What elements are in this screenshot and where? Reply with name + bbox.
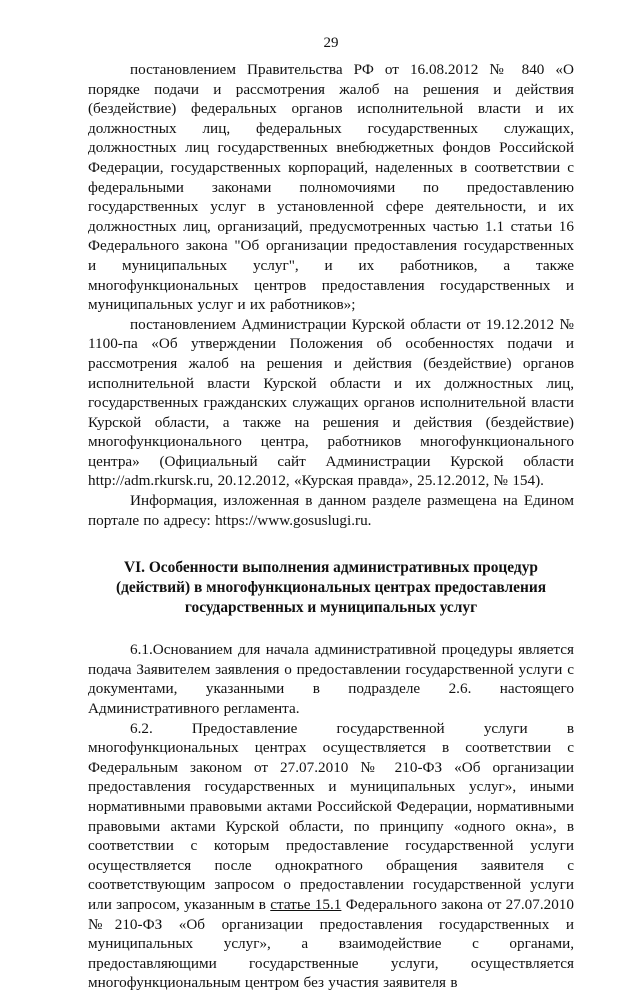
paragraph-6-2-text-end: Федерального закона от 27.07.2010 №210-ФЗ «Об организации предоставления государственных и муниципальных услуг», а взаимодействие с органами, предоставляющими государственные услуги, осуществляется многофункциональным центром без участия заявителя в xyxy=(88,895,574,992)
paragraph-portal-info: Информация, изложенная в данном разделе размещена на Едином портале по адресу: https://www.gosuslugi.ru. xyxy=(88,492,574,529)
page-number: 29 xyxy=(323,35,339,51)
paragraph-6-2-text-start: 6.2. Предоставление государственной услуги в многофункциональных центрах осуществляется в соответствии с Федеральным законом от 27.07.2010 № 210-ФЗ «Об организации предоставления государственных и муниципальных услуг», иными нормативными правовыми актами Российской Федерации, нормативными правовыми актами Курской области, по принципу «одного окна», в соответствии с которым предоставление государственной услуги осуществляется после однократного обращения заявителя с соответствующим запросом о предоставлении государственной услуги или запросом, указанным в xyxy=(88,719,574,913)
article-15-1-link[interactable]: статье 15.1 xyxy=(270,895,342,913)
paragraph-decree-840: постановлением Правительства РФ от 16.08.2012 № 840 «О порядке подачи и рассмотрения жалоб на решения и действия (бездействие) федеральных органов исполнительной власти и их должностных лиц, федеральных государственных служащих, должностных лиц государственных внебюджетных фондов Российской Федерации, государственных корпораций, наделенных в соответствии с федеральными законами полномочиями по предоставлению государственных услуг в установленной сфере деятельности, и их должностных лиц, организаций, предусмотренных частью 1.1 статьи 16 Федерального закона "Об организации предоставления государственных и муниципальных услуг", и их работников, а также многофункциональных центров предоставления государственных и муниципальных услуг и их работников»; xyxy=(88,61,574,314)
paragraph-decree-1100: постановлением Администрации Курской области от 19.12.2012 № 1100-па «Об утверждении Положения об особенностях подачи и рассмотрения жалоб на решения и действия (бездействие) органов исполнительной власти Курской области и их должностных лиц, государственных гражданских служащих органов исполнительной власти Курской области, а также на решения и действия (бездействие) многофункционального центра, работников многофункционального центра» (Официальный сайт Администрации Курской области http://adm.rkursk.ru, 20.12.2012, «Курская правда», 25.12.2012, № 154). xyxy=(88,315,574,490)
paragraph-6-2 xyxy=(88,719,574,993)
paragraph-6-1: 6.1.Основанием для начала административной процедуры является подача Заявителем заявления о предоставлении государственной услуги с документами, указанными в подразделе 2.6. настоящего Административного регламента. xyxy=(88,641,574,718)
section-heading: VI. Особенности выполнения административных процедур (действий) в многофункциональных центрах предоставления государственных и муниципальных услуг xyxy=(115,559,547,617)
